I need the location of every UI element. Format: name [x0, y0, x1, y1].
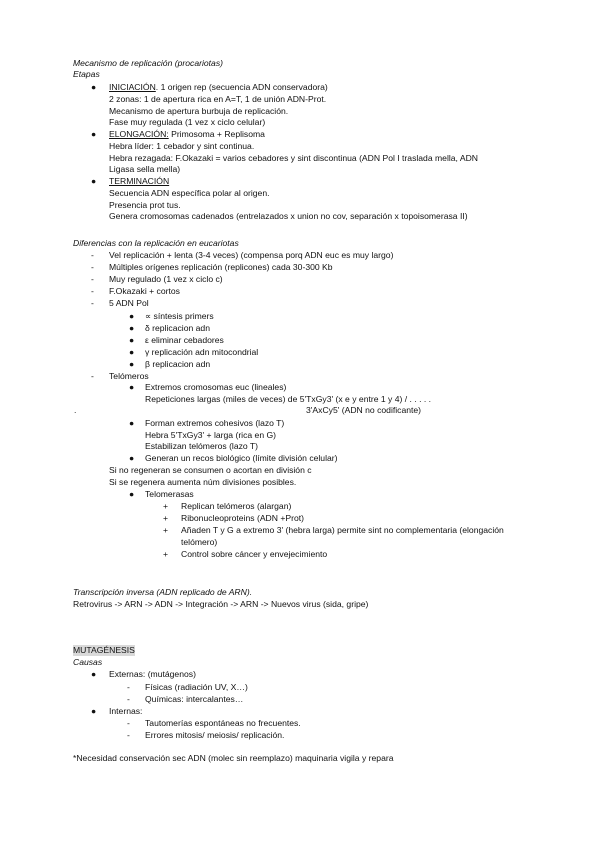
- internal-tautomers: Tautomerías espontáneas no frecuentes.: [145, 718, 301, 728]
- mutagenesis-title: MUTAGÉNESIS: [73, 645, 135, 655]
- bullet-dot: ●: [129, 382, 135, 392]
- bullet-dot: ●: [129, 418, 135, 428]
- telomerase-item: Añaden T y G a extremo 3' (hebra larga) permite sint no complementaria (elongación: [181, 525, 504, 535]
- telomerase-item: Ribonucleoproteins (ADN +Prot): [181, 513, 304, 523]
- difference-item: Múltiples orígenes replicación (replicones) cada 30-300 Kb: [109, 262, 333, 272]
- replication-title: Mecanismo de replicación (procariotas): [73, 58, 223, 68]
- elongation-heading: ELONGACIÓN:: [109, 129, 169, 139]
- pol-alpha: ∝ síntesis primers: [145, 311, 214, 321]
- external-causes: Externas: (mutágenos): [109, 669, 196, 679]
- telomeres-cohesive: Forman extremos cohesivos (lazo T): [145, 418, 285, 428]
- bullet-dash: -: [91, 298, 94, 308]
- telomeres-stabilize: Estabilizan telómeros (lazo T): [145, 441, 259, 451]
- leading-strand: Hebra líder: 1 cebador y sint continua.: [109, 141, 255, 151]
- bullet-dot: ●: [91, 129, 97, 139]
- initiation-zones: 2 zonas: 1 de apertura rica en A=T, 1 de unión ADN-Prot.: [109, 94, 327, 104]
- pol-epsilon: ε eliminar cebadores: [145, 335, 224, 345]
- internal-errors: Errores mitosis/ meiosis/ replicación.: [145, 730, 285, 740]
- bullet-plus: +: [163, 501, 169, 511]
- difference-item: Vel replicación + lenta (3-4 veces) (compensa porq ADN euc es muy largo): [109, 250, 394, 260]
- bullet-plus: +: [163, 525, 169, 535]
- bullet-dash: -: [91, 286, 94, 296]
- bullet-dot: ●: [129, 311, 135, 321]
- pol-gamma: γ replicación adn mitocondrial: [145, 347, 259, 357]
- bullet-dash: -: [91, 371, 94, 381]
- telomeres-heading: Telómeros: [109, 371, 149, 381]
- footnote: *Necesidad conservación sec ADN (molec sin reemplazo) maquinaria vigila y repara: [73, 753, 394, 763]
- telomeres-clock: Generan un recos biológico (límite división celular): [145, 453, 338, 463]
- termination-chromosomes: Genera cromosomas cadenados (entrelazados x union no cov, separación x topoisomerasa II): [109, 211, 468, 221]
- bullet-dash: -: [91, 274, 94, 284]
- telomerase-item: Control sobre cáncer y envejecimiento: [181, 549, 328, 559]
- telomeres-regen: Si se regenera aumenta núm divisiones posibles.: [109, 477, 297, 487]
- termination-tus: Presencia prot tus.: [109, 200, 181, 210]
- bullet-dot: ●: [129, 489, 135, 499]
- pol-delta: δ replicacion adn: [145, 323, 210, 333]
- reverse-title: Transcripción inversa (ADN replicado de ARN).: [73, 587, 253, 597]
- telomeres-complement: 3'AxCy5' (ADN no codificante): [306, 405, 422, 415]
- initiation-heading: INICIACIÓN: [109, 82, 156, 92]
- bullet-dot: ●: [91, 82, 97, 92]
- initiation-mechanism: Mecanismo de apertura burbuja de replicación.: [109, 106, 289, 116]
- difference-item: 5 ADN Pol: [109, 298, 149, 308]
- bullet-dot: ●: [129, 359, 135, 369]
- bullet-dot: ●: [91, 706, 97, 716]
- causes-heading: Causas: [73, 657, 103, 667]
- bullet-dot: ●: [91, 176, 97, 186]
- bullet-plus: +: [163, 549, 169, 559]
- initiation-text: . 1 origen rep (secuencia ADN conservadora): [155, 82, 328, 92]
- termination-heading: TERMINACIÓN: [109, 176, 170, 186]
- termination-sequence: Secuencia ADN específica polar al origen.: [109, 188, 270, 198]
- bullet-dot: ●: [129, 323, 135, 333]
- external-physical: Físicas (radiación UV, X…): [145, 682, 248, 692]
- reverse-line: Retrovirus -> ARN -> ADN -> Integración -> ARN -> Nuevos virus (sida, gripe): [73, 599, 369, 609]
- elongation-text: Primosoma + Replisoma: [168, 129, 265, 139]
- elongation-line: [109, 129, 265, 140]
- differences-title: Diferencias con la replicación en eucariotas: [73, 238, 239, 248]
- stray-dot: .: [74, 405, 77, 415]
- internal-causes: Internas:: [109, 706, 143, 716]
- ligase-line: Ligasa sella mella): [109, 164, 181, 174]
- telomerase-heading: Telomerasas: [145, 489, 194, 499]
- telomeres-strand: Hebra 5'TxGy3' + larga (rica en G): [145, 430, 277, 440]
- telomerase-item: Replican telómeros (alargan): [181, 501, 292, 511]
- bullet-dot: ●: [91, 669, 97, 679]
- telomeres-ends: Extremos cromosomas euc (lineales): [145, 382, 287, 392]
- initiation-line: [109, 82, 328, 93]
- bullet-dash: -: [127, 694, 130, 704]
- difference-item: F.Okazaki + cortos: [109, 286, 180, 296]
- lagging-strand: Hebra rezagada: F.Okazaki = varios cebadores y sint discontinua (ADN Pol I traslada mella, ADN: [109, 153, 478, 163]
- bullet-dot: ●: [129, 335, 135, 345]
- bullet-dash: -: [127, 718, 130, 728]
- difference-item: Muy regulado (1 vez x ciclo c): [109, 274, 223, 284]
- telomeres-repeats: Repeticiones largas (miles de veces) de 5'TxGy3' (x e y entre 1 y 4) / . . . . .: [145, 394, 432, 404]
- bullet-dash: -: [91, 262, 94, 272]
- telomerase-item-cont: telómero): [181, 537, 218, 547]
- bullet-dot: ●: [129, 347, 135, 357]
- telomeres-no-regen: Si no regeneran se consumen o acortan en división c: [109, 465, 312, 475]
- external-chemical: Químicas: intercalantes…: [145, 694, 244, 704]
- bullet-plus: +: [163, 513, 169, 523]
- pol-beta: β replicacion adn: [145, 359, 211, 369]
- bullet-dash: -: [127, 682, 130, 692]
- stages-heading: Etapas: [73, 69, 100, 79]
- initiation-regulation: Fase muy regulada (1 vez x ciclo celular): [109, 117, 266, 127]
- bullet-dash: -: [127, 730, 130, 740]
- bullet-dot: ●: [129, 453, 135, 463]
- bullet-dash: -: [91, 250, 94, 260]
